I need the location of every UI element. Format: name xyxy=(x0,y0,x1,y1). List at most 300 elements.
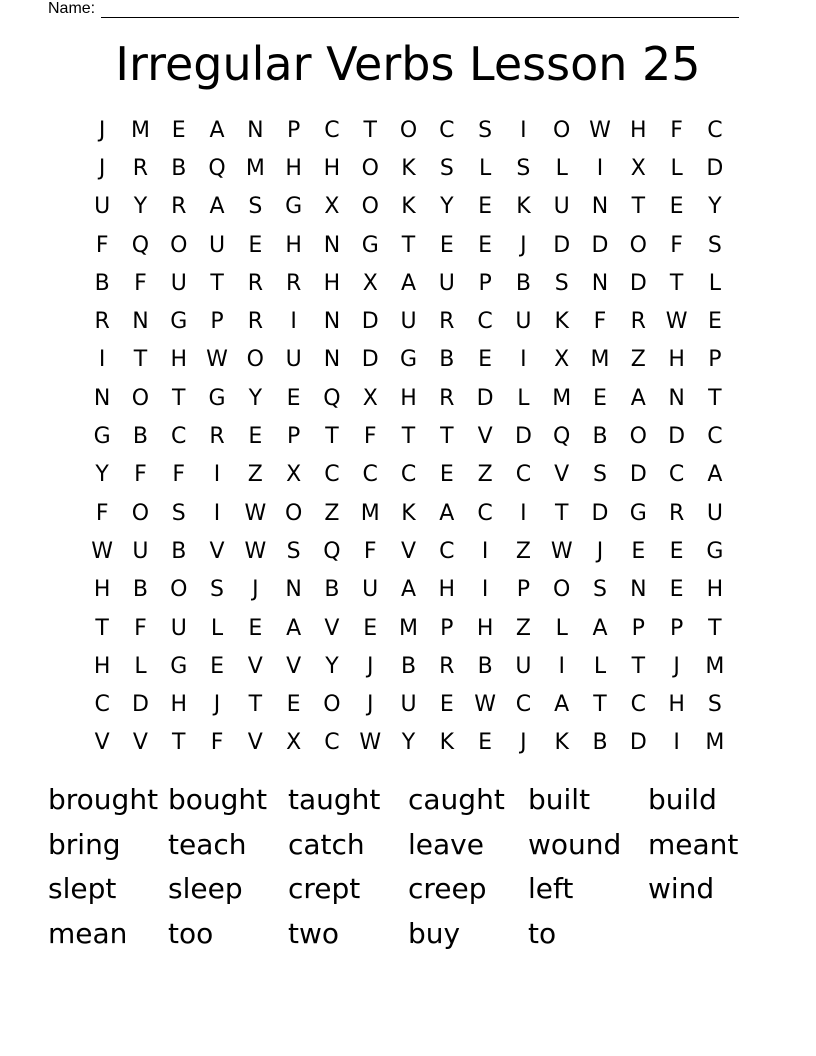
grid-letter: C xyxy=(668,462,685,488)
grid-letter: Q xyxy=(131,232,150,258)
grid-letter: W xyxy=(550,538,573,564)
grid-letter: D xyxy=(629,270,647,296)
grid-letter: Y xyxy=(133,194,148,220)
grid-letter: L xyxy=(555,155,568,181)
grid-letter: J xyxy=(213,692,221,718)
grid-letter: H xyxy=(170,692,188,718)
grid-letter: D xyxy=(514,424,532,450)
grid-letter: W xyxy=(91,538,114,564)
grid-letter: N xyxy=(591,194,609,220)
grid-letter: O xyxy=(170,577,188,603)
grid-letter: W xyxy=(206,347,228,373)
grid-letter: D xyxy=(629,730,647,756)
grid-letter: R xyxy=(94,309,110,335)
grid-letter: A xyxy=(439,500,455,526)
grid-letter: C xyxy=(630,692,646,718)
grid-letter: N xyxy=(630,577,647,603)
word-list-item: brought xyxy=(48,783,159,816)
grid-letter: A xyxy=(592,615,608,641)
grid-letter: Z xyxy=(324,500,340,526)
grid-letter: S xyxy=(248,194,263,220)
grid-letter: V xyxy=(400,538,417,564)
grid-letter: G xyxy=(285,194,303,220)
grid-letter: S xyxy=(593,577,607,603)
name-label: Name: xyxy=(48,0,96,17)
grid-letter: B xyxy=(400,653,417,679)
word-list-item: two xyxy=(288,917,340,951)
grid-letter: D xyxy=(629,462,647,488)
grid-letter: U xyxy=(706,500,723,526)
grid-letter: R xyxy=(439,309,455,335)
grid-letter: M xyxy=(705,653,725,679)
word-list-item: sleep xyxy=(168,872,243,906)
grid-letter: N xyxy=(323,309,341,335)
grid-letter: O xyxy=(361,155,379,181)
grid-letter: X xyxy=(554,347,570,373)
grid-letter: O xyxy=(170,232,188,258)
grid-letter: H xyxy=(400,385,417,411)
grid-letter: R xyxy=(439,385,455,411)
grid-letter: A xyxy=(554,692,570,718)
grid-letter: D xyxy=(706,155,724,181)
grid-letter: R xyxy=(630,309,646,335)
grid-letter: Q xyxy=(208,155,226,181)
grid-letter: T xyxy=(631,653,646,679)
word-list xyxy=(48,778,768,957)
grid-letter: U xyxy=(132,538,149,564)
grid-letter: J xyxy=(366,692,374,718)
grid-letter: S xyxy=(286,538,301,564)
grid-letter: L xyxy=(555,615,568,641)
grid-letter: W xyxy=(244,538,267,564)
grid-letter: F xyxy=(670,232,683,258)
grid-letter: U xyxy=(170,270,187,296)
grid-letter: D xyxy=(668,424,686,450)
grid-letter: I xyxy=(673,730,680,756)
grid-letter: B xyxy=(171,538,187,564)
grid-letter: G xyxy=(706,538,724,564)
grid-letter: T xyxy=(133,347,148,373)
grid-letter: G xyxy=(93,424,111,450)
grid-letter: C xyxy=(477,309,493,335)
grid-letter: R xyxy=(171,194,187,220)
grid-letter: S xyxy=(707,692,722,718)
word-list-item: leave xyxy=(408,827,484,861)
word-list-item: wound xyxy=(528,827,622,861)
grid-letter: Z xyxy=(515,615,531,641)
grid-letter: C xyxy=(515,462,532,488)
grid-letter: U xyxy=(400,692,417,718)
word-list-item: buy xyxy=(408,917,461,951)
grid-letter: A xyxy=(400,270,417,296)
grid-letter: Z xyxy=(477,462,493,488)
grid-letter: L xyxy=(708,270,722,296)
grid-letter: M xyxy=(705,730,725,756)
grid-letter: C xyxy=(515,692,532,718)
grid-letter: I xyxy=(596,155,604,181)
grid-letter: I xyxy=(98,347,106,373)
grid-letter: V xyxy=(286,653,302,679)
word-list-item: left xyxy=(528,872,574,906)
grid-letter: P xyxy=(440,615,454,641)
grid-letter: A xyxy=(630,385,646,411)
grid-letter: U xyxy=(170,615,187,641)
grid-letter: P xyxy=(286,424,301,450)
grid-letter: D xyxy=(361,347,379,373)
grid-letter: G xyxy=(361,232,379,258)
grid-letter: G xyxy=(399,347,418,373)
grid-letter: O xyxy=(361,194,379,220)
grid-letter: E xyxy=(248,424,263,450)
grid-letter: K xyxy=(401,194,416,220)
word-list-item: to xyxy=(528,917,557,951)
grid-letter: G xyxy=(170,653,188,679)
grid-letter: N xyxy=(591,270,609,296)
grid-letter: S xyxy=(554,270,569,296)
grid-letter: E xyxy=(286,692,301,718)
grid-letter: Q xyxy=(323,538,341,564)
word-list-item: taught xyxy=(288,783,381,816)
grid-letter: E xyxy=(631,538,646,564)
grid-letter: O xyxy=(553,117,571,143)
grid-letter: A xyxy=(209,194,225,220)
word-list-item: mean xyxy=(48,917,128,951)
grid-letter: T xyxy=(401,232,416,258)
grid-letter: U xyxy=(208,232,226,258)
grid-letter: E xyxy=(478,347,493,373)
grid-letter: P xyxy=(210,309,224,335)
grid-letter: R xyxy=(247,270,263,296)
grid-letter: F xyxy=(134,462,147,488)
grid-letter: D xyxy=(591,232,609,258)
grid-letter: E xyxy=(669,538,684,564)
grid-letter: H xyxy=(706,577,724,603)
grid-letter: U xyxy=(362,577,379,603)
grid-letter: T xyxy=(95,615,109,641)
grid-letter: B xyxy=(94,270,110,296)
grid-letter: R xyxy=(285,270,302,296)
grid-letter: I xyxy=(481,538,489,564)
grid-letter: D xyxy=(476,385,494,411)
grid-letter: H xyxy=(93,653,111,679)
grid-letter: V xyxy=(209,538,225,564)
grid-letter: O xyxy=(399,117,418,143)
grid-letter: M xyxy=(245,155,265,181)
grid-letter: C xyxy=(171,424,187,450)
grid-letter: X xyxy=(630,155,646,181)
grid-letter: K xyxy=(401,155,416,181)
grid-letter: O xyxy=(131,385,150,411)
grid-letter: K xyxy=(554,730,569,756)
grid-letter: Y xyxy=(248,385,263,411)
grid-letter: X xyxy=(362,270,378,296)
grid-letter: H xyxy=(170,347,188,373)
grid-letter: Z xyxy=(247,462,263,488)
grid-letter: C xyxy=(439,117,455,143)
grid-letter: B xyxy=(439,347,455,373)
grid-letter: S xyxy=(171,500,186,526)
word-list-item: meant xyxy=(648,827,739,861)
grid-letter: U xyxy=(515,309,532,335)
grid-letter: X xyxy=(324,194,340,220)
grid-letter: A xyxy=(707,462,723,488)
grid-letter: V xyxy=(324,615,340,641)
grid-letter: J xyxy=(98,155,106,181)
grid-letter: S xyxy=(516,155,531,181)
grid-letter: M xyxy=(399,615,419,641)
grid-letter: B xyxy=(477,653,493,679)
word-list-item: wind xyxy=(648,872,715,906)
grid-letter: S xyxy=(439,155,454,181)
grid-letter: P xyxy=(286,117,301,143)
grid-letter: F xyxy=(593,309,607,335)
grid-letter: Y xyxy=(325,653,339,679)
grid-letter: F xyxy=(363,424,377,450)
grid-letter: C xyxy=(707,117,723,143)
grid-letter: C xyxy=(324,462,340,488)
grid-letter: C xyxy=(477,500,493,526)
grid-letter: O xyxy=(246,347,264,373)
grid-letter: L xyxy=(593,653,607,679)
grid-letter: N xyxy=(285,577,302,603)
grid-letter: Q xyxy=(323,385,341,411)
grid-letter: H xyxy=(323,155,341,181)
grid-letter: B xyxy=(515,270,531,296)
grid-letter: I xyxy=(520,347,527,373)
grid-letter: E xyxy=(669,577,684,603)
grid-letter: W xyxy=(665,309,688,335)
grid-letter: E xyxy=(707,309,722,335)
grid-letter: R xyxy=(247,309,263,335)
grid-letter: Z xyxy=(630,347,646,373)
grid-letter: N xyxy=(323,232,341,258)
grid-letter: H xyxy=(630,117,647,143)
grid-letter: G xyxy=(208,385,226,411)
grid-letter: M xyxy=(360,500,380,526)
grid-letter: E xyxy=(171,117,186,143)
grid-letter: L xyxy=(210,615,224,641)
grid-letter: R xyxy=(668,500,685,526)
grid-letter: S xyxy=(478,117,493,143)
grid-letter: H xyxy=(285,232,302,258)
grid-letter: N xyxy=(132,309,149,335)
grid-letter: E xyxy=(593,385,607,411)
grid-letter: H xyxy=(668,692,685,718)
word-list-item: caught xyxy=(408,783,505,816)
grid-letter: Y xyxy=(401,730,416,756)
grid-letter: F xyxy=(95,232,109,258)
grid-letter: G xyxy=(629,500,647,526)
grid-letter: P xyxy=(516,577,531,603)
grid-letter: T xyxy=(669,270,684,296)
grid-letter: B xyxy=(324,577,340,603)
grid-letter: N xyxy=(668,385,685,411)
word-list-item: slept xyxy=(48,872,117,906)
grid-letter: O xyxy=(629,424,647,450)
grid-letter: V xyxy=(94,730,110,756)
grid-letter: C xyxy=(362,462,378,488)
grid-letter: E xyxy=(478,194,493,220)
grid-letter: A xyxy=(209,117,225,143)
grid-letter: T xyxy=(363,117,377,143)
word-list-item: built xyxy=(528,783,591,816)
grid-letter: M xyxy=(552,385,572,411)
grid-letter: U xyxy=(94,194,111,220)
grid-letter: X xyxy=(286,462,302,488)
grid-letter: P xyxy=(478,270,492,296)
grid-letter: I xyxy=(520,117,527,143)
grid-letter: F xyxy=(670,117,683,143)
grid-letter: R xyxy=(132,155,149,181)
grid-letter: K xyxy=(401,500,416,526)
grid-letter: K xyxy=(554,309,569,335)
grid-letter: L xyxy=(517,385,530,411)
grid-letter: I xyxy=(213,462,221,488)
grid-letter: V xyxy=(132,730,148,756)
grid-letter: E xyxy=(669,194,684,220)
grid-letter: C xyxy=(400,462,417,488)
grid-letter: V xyxy=(554,462,570,488)
grid-letter: B xyxy=(171,155,187,181)
grid-letter: S xyxy=(593,462,607,488)
grid-letter: T xyxy=(440,424,454,450)
grid-letter: L xyxy=(478,155,492,181)
grid-letter: F xyxy=(210,730,224,756)
grid-letter: T xyxy=(708,615,722,641)
grid-letter: E xyxy=(439,232,454,258)
grid-letter: T xyxy=(248,692,263,718)
grid-letter: P xyxy=(669,615,684,641)
grid-letter: T xyxy=(401,424,416,450)
grid-letter: T xyxy=(172,385,186,411)
grid-letter: W xyxy=(589,117,611,143)
grid-letter: F xyxy=(134,615,147,641)
grid-letter: E xyxy=(363,615,378,641)
word-list-item: crept xyxy=(288,872,361,906)
grid-letter: J xyxy=(520,232,527,258)
grid-letter: X xyxy=(286,730,302,756)
grid-letter: T xyxy=(631,194,646,220)
grid-letter: U xyxy=(553,194,570,220)
grid-letter: P xyxy=(708,347,722,373)
grid-letter: H xyxy=(476,615,494,641)
grid-letter: Q xyxy=(553,424,571,450)
grid-letter: C xyxy=(707,424,723,450)
grid-letter: E xyxy=(248,232,263,258)
grid-letter: W xyxy=(474,692,496,718)
word-list-item: catch xyxy=(288,827,365,861)
grid-letter: T xyxy=(210,270,224,296)
grid-letter: T xyxy=(554,500,569,526)
grid-letter: C xyxy=(94,692,110,718)
grid-letter: B xyxy=(132,577,148,603)
grid-letter: H xyxy=(285,155,302,181)
word-list-item: too xyxy=(168,917,214,951)
grid-letter: T xyxy=(593,692,607,718)
grid-letter: B xyxy=(132,424,148,450)
grid-letter: E xyxy=(210,653,224,679)
grid-letter: C xyxy=(324,730,340,756)
grid-letter: T xyxy=(708,385,722,411)
grid-letter: H xyxy=(323,270,341,296)
grid-letter: O xyxy=(284,500,303,526)
word-list-item: build xyxy=(648,783,717,816)
grid-letter: F xyxy=(95,500,109,526)
name-field xyxy=(48,0,739,18)
grid-letter: X xyxy=(362,385,378,411)
grid-letter: E xyxy=(286,385,301,411)
grid-letter: T xyxy=(172,730,186,756)
word-search-grid xyxy=(83,111,734,762)
grid-letter: N xyxy=(93,385,111,411)
grid-letter: F xyxy=(363,538,377,564)
grid-letter: T xyxy=(325,424,339,450)
grid-letter: J xyxy=(252,577,259,603)
grid-letter: E xyxy=(478,730,493,756)
word-list-item: teach xyxy=(168,827,247,861)
grid-letter: U xyxy=(515,653,532,679)
grid-letter: U xyxy=(438,270,455,296)
grid-letter: A xyxy=(286,615,302,641)
grid-letter: W xyxy=(244,500,267,526)
grid-letter: D xyxy=(553,232,571,258)
grid-letter: V xyxy=(477,424,493,450)
grid-letter: O xyxy=(553,577,571,603)
grid-letter: R xyxy=(209,424,225,450)
grid-letter: C xyxy=(324,117,340,143)
grid-letter: I xyxy=(520,500,527,526)
grid-letter: I xyxy=(213,500,221,526)
grid-letter: D xyxy=(361,309,379,335)
grid-letter: R xyxy=(439,653,455,679)
grid-letter: N xyxy=(247,117,264,143)
word-list-item: creep xyxy=(408,872,487,906)
grid-letter: D xyxy=(591,500,609,526)
grid-letter: W xyxy=(359,730,382,756)
grid-letter: J xyxy=(673,653,680,679)
grid-letter: F xyxy=(172,462,186,488)
grid-letter: L xyxy=(134,653,147,679)
grid-letter: H xyxy=(93,577,111,603)
grid-letter: G xyxy=(170,309,188,335)
page-title: Irregular Verbs Lesson 25 xyxy=(115,37,701,91)
grid-letter: E xyxy=(439,462,454,488)
word-list-item: bought xyxy=(168,783,268,816)
grid-letter: O xyxy=(131,500,150,526)
grid-letter: E xyxy=(439,692,454,718)
grid-letter: I xyxy=(290,309,297,335)
grid-letter: O xyxy=(629,232,647,258)
grid-letter: E xyxy=(478,232,493,258)
grid-letter: O xyxy=(323,692,341,718)
grid-letter: S xyxy=(707,232,722,258)
grid-letter: U xyxy=(400,309,417,335)
grid-letter: E xyxy=(248,615,263,641)
grid-letter: S xyxy=(210,577,225,603)
grid-letter: P xyxy=(631,615,645,641)
grid-letter: K xyxy=(439,730,455,756)
grid-letter: J xyxy=(366,653,374,679)
grid-letter: L xyxy=(670,155,683,181)
grid-letter: U xyxy=(285,347,302,373)
grid-letter: Y xyxy=(95,462,109,488)
grid-letter: H xyxy=(668,347,685,373)
grid-letter: J xyxy=(596,538,604,564)
grid-letter: N xyxy=(323,347,341,373)
grid-letter: Y xyxy=(708,194,722,220)
grid-letter: V xyxy=(247,653,263,679)
grid-letter: M xyxy=(130,117,150,143)
